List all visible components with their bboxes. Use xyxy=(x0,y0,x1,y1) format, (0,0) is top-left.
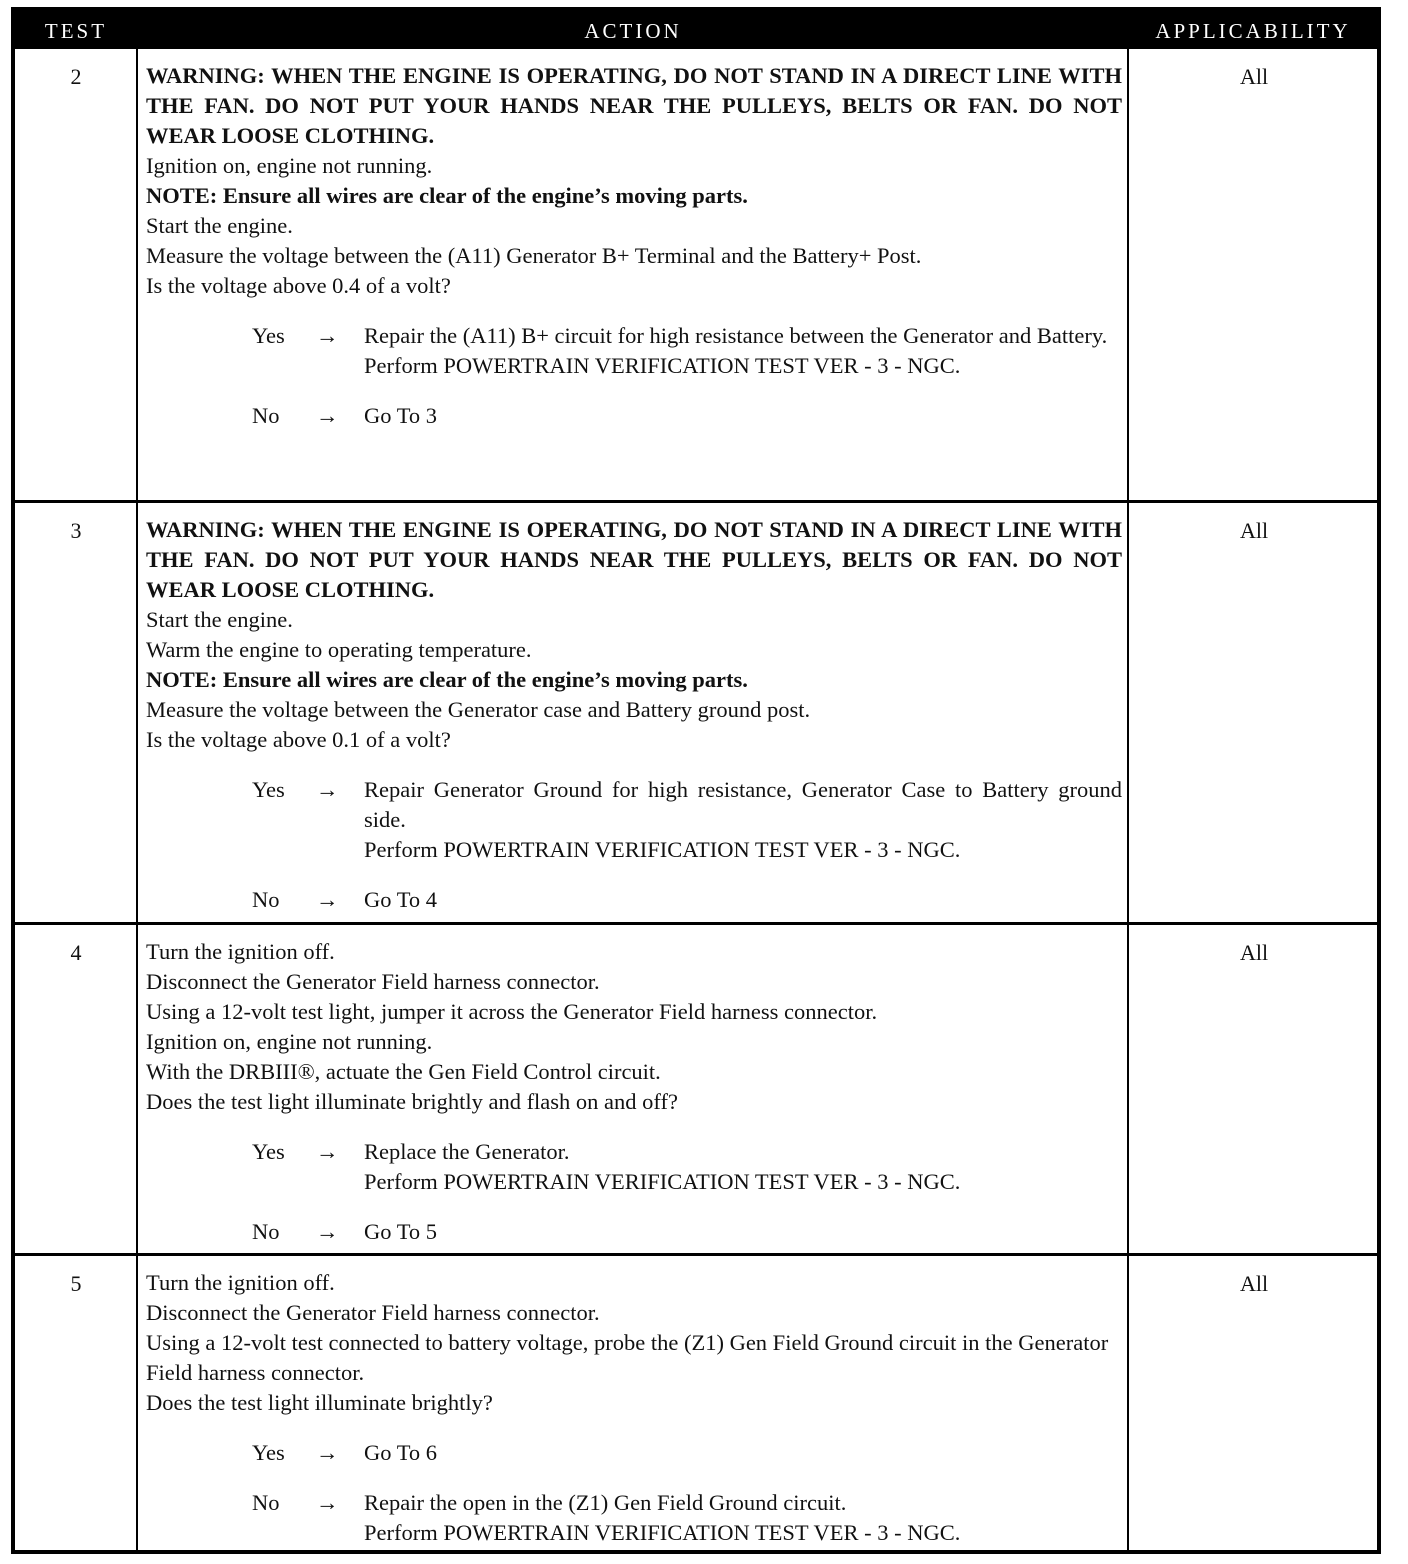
instruction-line: Does the test light illuminate brightly and flash on and off? xyxy=(146,1089,678,1114)
no-label: No xyxy=(252,887,280,912)
applicability-value: All xyxy=(1239,1271,1269,1296)
arrow-icon: → xyxy=(316,1490,339,1515)
instruction-line: Does the test light illuminate brightly? xyxy=(146,1390,493,1415)
yes-branch xyxy=(146,775,1122,865)
table-row xyxy=(15,922,1377,1253)
result-line: Perform POWERTRAIN VERIFICATION TEST VER - 3 - NGC. xyxy=(364,1520,961,1545)
note-text: NOTE: Ensure all wires are clear of the engine’s moving parts. xyxy=(146,667,748,692)
arrow-icon: → xyxy=(316,1219,339,1244)
action-cell xyxy=(146,515,1122,915)
action-cell xyxy=(146,937,1122,1247)
no-label: No xyxy=(252,403,280,428)
arrow-icon: → xyxy=(316,1440,339,1465)
yes-result xyxy=(364,1438,1122,1468)
applicability-value: All xyxy=(1239,940,1269,965)
yes-label: Yes xyxy=(252,323,285,348)
warning-text: WARNING: WHEN THE ENGINE IS OPERATING, DO NOT STAND IN A DIRECT LINE WITH THE FAN. DO NOT PUT YOUR HANDS NEAR THE PULLEYS, BELTS OR FAN. DO NOT WEAR LOOSE CLOTHING. xyxy=(146,517,1122,602)
result-line: Perform POWERTRAIN VERIFICATION TEST VER - 3 - NGC. xyxy=(364,1169,961,1194)
result-line: Repair Generator Ground for high resistance, Generator Case to Battery ground side. xyxy=(364,777,1122,832)
table-row xyxy=(15,1253,1377,1554)
header-test: TEST xyxy=(44,19,108,43)
result-line: Repair the open in the (Z1) Gen Field Ground circuit. xyxy=(364,1490,847,1515)
arrow-icon: → xyxy=(316,403,339,428)
header-applicability: APPLICABILITY xyxy=(1155,19,1351,43)
yes-branch xyxy=(146,1438,1122,1468)
yes-result xyxy=(364,321,1122,381)
result-line: Perform POWERTRAIN VERIFICATION TEST VER - 3 - NGC. xyxy=(364,353,961,378)
result-line: Perform POWERTRAIN VERIFICATION TEST VER - 3 - NGC. xyxy=(364,837,961,862)
no-label: No xyxy=(252,1490,280,1515)
test-number: 3 xyxy=(70,518,82,543)
result-line: Go To 5 xyxy=(364,1219,438,1244)
table-row xyxy=(15,500,1377,922)
instruction-line: Using a 12-volt test light, jumper it across the Generator Field harness connector. xyxy=(146,999,878,1024)
instruction-line: Turn the ignition off. xyxy=(146,939,335,964)
test-number: 4 xyxy=(70,940,82,965)
no-branch xyxy=(146,885,1122,915)
instruction-line: Is the voltage above 0.4 of a volt? xyxy=(146,273,451,298)
instruction-line: With the DRBIII®, actuate the Gen Field Control circuit. xyxy=(146,1059,661,1084)
no-result xyxy=(364,1217,1122,1247)
result-line: Go To 4 xyxy=(364,887,438,912)
applicability-value: All xyxy=(1239,64,1269,89)
instruction-line: Measure the voltage between the (A11) Generator B+ Terminal and the Battery+ Post. xyxy=(146,243,922,268)
yes-label: Yes xyxy=(252,777,285,802)
no-branch xyxy=(146,1217,1122,1247)
warning-text: WARNING: WHEN THE ENGINE IS OPERATING, DO NOT STAND IN A DIRECT LINE WITH THE FAN. DO NOT PUT YOUR HANDS NEAR THE PULLEYS, BELTS OR FAN. DO NOT WEAR LOOSE CLOTHING. xyxy=(146,63,1122,148)
arrow-icon: → xyxy=(316,323,339,348)
arrow-icon: → xyxy=(316,1139,339,1164)
no-branch xyxy=(146,401,1122,431)
table-header xyxy=(15,11,1377,49)
yes-label: Yes xyxy=(252,1440,285,1465)
arrow-icon: → xyxy=(316,887,339,912)
table-row xyxy=(15,49,1377,500)
test-number: 2 xyxy=(70,64,82,89)
instruction-line: Warm the engine to operating temperature. xyxy=(146,637,532,662)
result-line: Replace the Generator. xyxy=(364,1139,570,1164)
instruction-line: Start the engine. xyxy=(146,607,293,632)
yes-result xyxy=(364,775,1122,865)
instruction-line: Start the engine. xyxy=(146,213,293,238)
yes-branch xyxy=(146,321,1122,381)
result-line: Go To 6 xyxy=(364,1440,438,1465)
result-line: Go To 3 xyxy=(364,403,438,428)
no-label: No xyxy=(252,1219,280,1244)
instruction-line: Measure the voltage between the Generator case and Battery ground post. xyxy=(146,697,811,722)
no-branch xyxy=(146,1488,1122,1548)
arrow-icon: → xyxy=(316,777,339,802)
applicability-value: All xyxy=(1239,518,1269,543)
yes-branch xyxy=(146,1137,1122,1197)
instruction-line: Turn the ignition off. xyxy=(146,1270,335,1295)
instruction-line: Disconnect the Generator Field harness connector. xyxy=(146,969,600,994)
note-text: NOTE: Ensure all wires are clear of the engine’s moving parts. xyxy=(146,183,748,208)
instruction-line: Disconnect the Generator Field harness connector. xyxy=(146,1300,600,1325)
test-number: 5 xyxy=(70,1271,82,1296)
action-cell xyxy=(146,61,1122,431)
instruction-line: Using a 12-volt test connected to battery voltage, probe the (Z1) Gen Field Ground circuit in the Generator Field harness connector. xyxy=(146,1330,1109,1385)
no-result xyxy=(364,885,1122,915)
yes-result xyxy=(364,1137,1122,1197)
instruction-line: Ignition on, engine not running. xyxy=(146,1029,433,1054)
no-result xyxy=(364,1488,1122,1548)
header-action: ACTION xyxy=(584,19,682,43)
result-line: Repair the (A11) B+ circuit for high resistance between the Generator and Battery. xyxy=(364,323,1108,348)
action-cell xyxy=(146,1268,1122,1548)
no-result xyxy=(364,401,1122,431)
diagnostic-test-table xyxy=(11,7,1381,1554)
instruction-line: Ignition on, engine not running. xyxy=(146,153,433,178)
instruction-line: Is the voltage above 0.1 of a volt? xyxy=(146,727,451,752)
yes-label: Yes xyxy=(252,1139,285,1164)
